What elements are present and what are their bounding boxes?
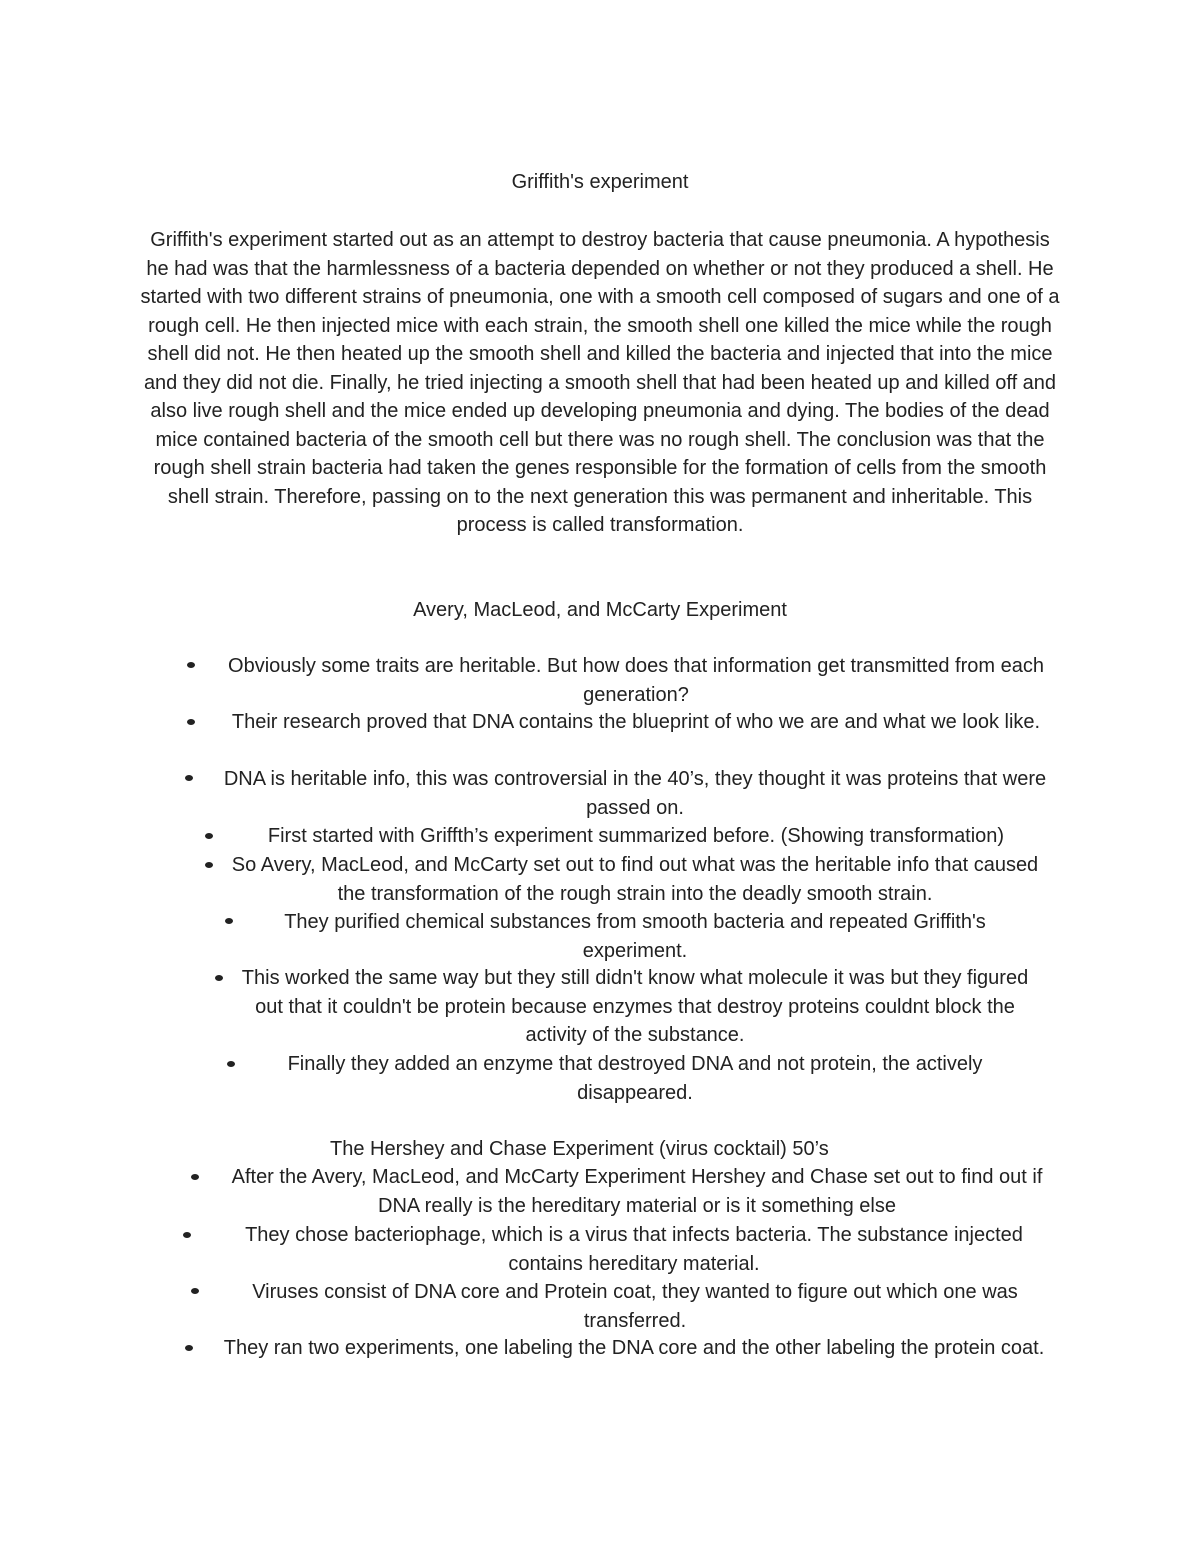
- bullet-dot-icon: [191, 1174, 199, 1180]
- avery-bullet: Obviously some traits are heritable. But how does that information get transmitted from each generation?: [228, 655, 1044, 706]
- bullet-dot-icon: [227, 1061, 235, 1067]
- bullet-dot-icon: [185, 775, 193, 781]
- bullet-dot-icon: [205, 862, 213, 868]
- bullet-dot-icon: [191, 1288, 199, 1294]
- hershey-bullet: They chose bacteriophage, which is a virus that infects bacteria. The substance injected contains hereditary material.: [245, 1224, 1023, 1275]
- bullet-dot-icon: [225, 918, 233, 924]
- hershey-bullet: Viruses consist of DNA core and Protein coat, they wanted to figure out which one was transferred.: [252, 1281, 1018, 1332]
- avery-bullet: DNA is heritable info, this was controversial in the 40’s, they thought it was proteins that were passed on.: [223, 768, 1047, 819]
- avery-bullet: They purified chemical substances from smooth bacteria and repeated Griffith's experiment.: [284, 911, 986, 962]
- bullet-dot-icon: [205, 833, 213, 839]
- bullet-dot-icon: [185, 1345, 193, 1351]
- hershey-bullet: They ran two experiments, one labeling the DNA core and the other labeling the protein coat.: [223, 1337, 1045, 1359]
- bullet-dot-icon: [183, 1232, 191, 1238]
- avery-bullet: So Avery, MacLeod, and McCarty set out to find out what was the heritable info that caused the transformation of the rough strain into the deadly smooth strain.: [231, 854, 1039, 905]
- bullet-dot-icon: [215, 975, 223, 981]
- bullet-dot-icon: [187, 719, 195, 725]
- page-title: Griffith's experiment: [511, 171, 689, 193]
- avery-bullet: This worked the same way but they still didn't know what molecule it was but they figured out that it couldn't be protein because enzymes that destroy proteins couldnt block the activity of the substance.: [241, 967, 1029, 1046]
- avery-bullet: Finally they added an enzyme that destroyed DNA and not protein, the actively disappeared.: [287, 1053, 983, 1104]
- bullet-dot-icon: [187, 662, 195, 668]
- avery-bullet: First started with Griffth’s experiment summarized before. (Showing transformation): [267, 825, 1005, 847]
- hershey-heading: The Hershey and Chase Experiment (virus cocktail) 50’s: [330, 1138, 829, 1160]
- hershey-bullet: After the Avery, MacLeod, and McCarty Experiment Hershey and Chase set out to find out if DNA really is the hereditary material or is it something else: [231, 1166, 1043, 1217]
- avery-bullet: Their research proved that DNA contains the blueprint of who we are and what we look like.: [231, 711, 1041, 733]
- avery-heading: Avery, MacLeod, and McCarty Experiment: [413, 599, 787, 621]
- griffith-paragraph: Griffith's experiment started out as an attempt to destroy bacteria that cause pneumonia. A hypothesis he had was that the harmlessness of a bacteria depended on whether or not they produced a shell. He started with two different strains of pneumonia, one with a smooth cell composed of sugars and one of a rough cell. He then injected mice with each strain, the smooth shell one killed the mice while the rough shell did not. He then heated up the smooth shell and killed the bacteria and injected that into the mice and they did not die. Finally, he tried injecting a smooth shell that had been heated up and killed off and also live rough shell and the mice ended up developing pneumonia and dying. The bodies of the dead mice contained bacteria of the smooth cell but there was no rough shell. The conclusion was that the rough shell strain bacteria had taken the genes responsible for the formation of cells from the smooth shell strain. Therefore, passing on to the next generation this was permanent and inheritable. This process is called transformation.: [140, 229, 1060, 536]
